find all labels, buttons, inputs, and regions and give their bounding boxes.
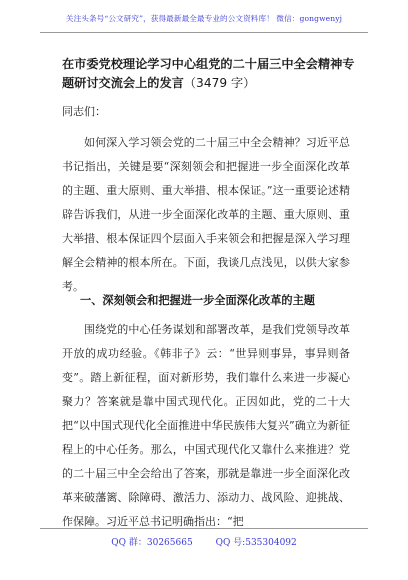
section-paragraph: 围绕党的中心任务谋划和部署改革，是我们党领导改革开放的成功经验。《韩非子》云：“世异则事异，事异则备变”。踏上新征程，面对新形势，我们靠什么来进一步凝心聚力？答案就是靠中国式现代化。正因如此，党的二十大把“以中国式现代化全面推进中华民族伟大复兴”确立为新征程上的中心任务。那么，中国式现代化又靠什么来推进？党的二十届三中全会给出了答案，那就是靠进一步全面深化改革来破藩篱、除障碍、激活力、添动力、战风险、迎挑战、作保障。习近平总书记明确指出：“把	[62, 323, 350, 528]
footer-divider	[40, 528, 368, 529]
title-word-count: （3479 字）	[183, 76, 256, 90]
title-text: 在市委党校理论学习中心组党的二十届三中全会精神专题研讨交流会上的发言	[62, 57, 355, 90]
document-title	[62, 55, 362, 93]
section-heading: 一、深刻领会和把握进一步全面深化改革的主题	[80, 294, 315, 307]
header-divider	[40, 32, 368, 33]
footer-note: QQ 群：30265665 QQ 号:535304092	[111, 538, 297, 548]
intro-paragraph: 如何深入学习领会党的二十届三中全会精神？习近平总书记指出，关键是要“深刻领会和把握进一步全面深化改革的主题、重大原则、重大举措、根本保证。”这一重要论述精辟告诉我们，从进一步全面深化改革的主题、重大原则、重大举措、根本保证四个层面入手来领会和把握是深入学习理解全会精神的根本所在。下面，我谈几点浅见，以供大家参考。	[62, 136, 350, 293]
salutation: 同志们：	[62, 105, 106, 118]
header-note: 关注头条号“公文研究”，获得最新最全最专业的公文资料库！ 微信：gongwenyj	[65, 14, 343, 23]
